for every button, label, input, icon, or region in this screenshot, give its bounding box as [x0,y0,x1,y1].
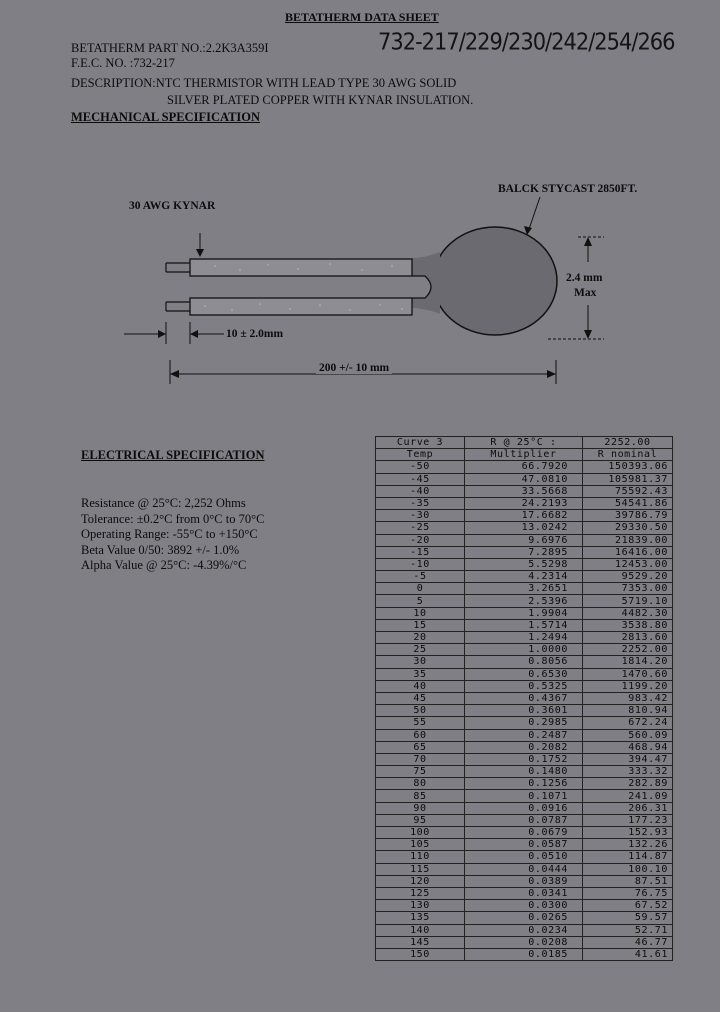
cell-rnominal: 41.61 [583,948,673,960]
r25-value: 2252.00 [583,437,673,449]
r25-label: R @ 25°C : [465,437,583,449]
spec-operating-range: Operating Range: -55°C to +150°C [81,527,258,541]
table-row [376,912,673,924]
table-row [376,473,673,485]
cell-rnominal: 2252.00 [583,644,673,656]
cell-rnominal: 241.09 [583,790,673,802]
cell-rnominal: 76.75 [583,887,673,899]
table-row [376,485,673,497]
sheet-title: BETATHERM DATA SHEET [285,10,439,24]
strip-arrow-left [158,330,166,338]
cell-temp: 95 [376,814,465,826]
table-row [376,814,673,826]
cell-multiplier: 1.2494 [465,632,583,644]
table-row [376,680,673,692]
table-row [376,936,673,948]
cell-temp: 55 [376,717,465,729]
cell-multiplier: 7.2895 [465,546,583,558]
curve-label: Curve 3 [376,437,465,449]
cell-rnominal: 7353.00 [583,583,673,595]
cell-rnominal: 5719.10 [583,595,673,607]
cell-rnominal: 75592.43 [583,485,673,497]
cell-multiplier: 0.0234 [465,924,583,936]
cell-temp: 145 [376,936,465,948]
table-row [376,571,673,583]
header-row [376,449,673,461]
cell-temp: 90 [376,802,465,814]
strip-arrow-right [190,330,198,338]
cell-temp: 65 [376,741,465,753]
cell-rnominal: 114.87 [583,851,673,863]
table-row [376,534,673,546]
cell-rnominal: 333.32 [583,766,673,778]
description-line-2: SILVER PLATED COPPER WITH KYNAR INSULATION. [167,93,474,107]
wire-label-arrow [196,249,204,257]
cell-multiplier: 66.7920 [465,461,583,473]
spec-resistance: Resistance @ 25°C: 2,252 Ohms [81,496,246,510]
cell-rnominal: 672.24 [583,717,673,729]
upper-lead-insulation [190,259,412,276]
table-row [376,558,673,570]
table-row [376,607,673,619]
cell-temp: 140 [376,924,465,936]
cell-rnominal: 9529.20 [583,571,673,583]
cell-rnominal: 983.42 [583,692,673,704]
cell-multiplier: 0.0265 [465,912,583,924]
cell-multiplier: 0.1480 [465,766,583,778]
cell-rnominal: 152.93 [583,827,673,839]
cell-temp: 85 [376,790,465,802]
table-row [376,729,673,741]
cell-multiplier: 9.6976 [465,534,583,546]
cell-temp: 45 [376,692,465,704]
cell-rnominal: 54541.86 [583,497,673,509]
mechanical-heading: MECHANICAL SPECIFICATION [71,110,261,124]
cell-temp: 5 [376,595,465,607]
cell-rnominal: 105981.37 [583,473,673,485]
table-row [376,778,673,790]
cell-rnominal: 132.26 [583,839,673,851]
table-row [376,790,673,802]
thermistor-drawing [0,0,720,400]
table-row [376,595,673,607]
table-row [376,766,673,778]
table-row [376,497,673,509]
table-row [376,863,673,875]
cell-multiplier: 0.0587 [465,839,583,851]
cell-multiplier: 0.1752 [465,753,583,765]
col-multiplier-header: Multiplier [465,449,583,461]
cell-multiplier: 0.1071 [465,790,583,802]
cell-multiplier: 33.5668 [465,485,583,497]
resistance-table-body [376,437,673,961]
cell-multiplier: 0.0208 [465,936,583,948]
table-row [376,753,673,765]
cell-multiplier: 0.0679 [465,827,583,839]
cell-rnominal: 3538.80 [583,619,673,631]
cell-rnominal: 12453.00 [583,558,673,570]
cell-rnominal: 16416.00 [583,546,673,558]
cell-multiplier: 0.0389 [465,875,583,887]
cell-temp: -20 [376,534,465,546]
lower-lead-insulation [190,298,412,315]
cell-multiplier: 3.2651 [465,583,583,595]
coating-label: BALCK STYCAST 2850FT. [498,183,638,195]
cell-multiplier: 0.2985 [465,717,583,729]
length-arrow-left [170,370,179,378]
table-row [376,717,673,729]
cell-rnominal: 1470.60 [583,668,673,680]
table-row [376,802,673,814]
cell-rnominal: 468.94 [583,741,673,753]
cell-multiplier: 0.1256 [465,778,583,790]
cell-temp: -25 [376,522,465,534]
table-row [376,948,673,960]
cell-multiplier: 17.6682 [465,510,583,522]
cell-temp: -45 [376,473,465,485]
table-row [376,741,673,753]
cell-multiplier: 0.0510 [465,851,583,863]
table-row [376,583,673,595]
cell-multiplier: 0.0787 [465,814,583,826]
cell-temp: -10 [376,558,465,570]
cell-multiplier: 0.0300 [465,900,583,912]
cell-rnominal: 282.89 [583,778,673,790]
cell-rnominal: 1814.20 [583,656,673,668]
cell-rnominal: 52.71 [583,924,673,936]
table-row [376,851,673,863]
table-row [376,510,673,522]
length-arrow-right [547,370,556,378]
cell-temp: -30 [376,510,465,522]
spec-beta-value: Beta Value 0/50: 3892 +/- 1.0% [81,542,240,557]
cell-rnominal: 100.10 [583,863,673,875]
cell-temp: -5 [376,571,465,583]
wire-label: 30 AWG KYNAR [129,200,216,212]
table-row [376,839,673,851]
cell-rnominal: 4482.30 [583,607,673,619]
cell-temp: 135 [376,912,465,924]
table-row [376,875,673,887]
cell-temp: 50 [376,705,465,717]
cell-multiplier: 1.9904 [465,607,583,619]
cell-rnominal: 59.57 [583,912,673,924]
cell-temp: -40 [376,485,465,497]
col-rnominal-header: R nominal [583,449,673,461]
cell-multiplier: 47.0810 [465,473,583,485]
cell-multiplier: 0.8056 [465,656,583,668]
table-row [376,668,673,680]
cell-multiplier: 1.5714 [465,619,583,631]
cell-rnominal: 29330.50 [583,522,673,534]
cell-rnominal: 206.31 [583,802,673,814]
cell-rnominal: 1199.20 [583,680,673,692]
cell-rnominal: 177.23 [583,814,673,826]
length-dimension: 200 +/- 10 mm [316,362,392,374]
cell-multiplier: 2.5396 [465,595,583,607]
cell-multiplier: 13.0242 [465,522,583,534]
table-row [376,632,673,644]
curve-row [376,437,673,449]
cell-rnominal: 87.51 [583,875,673,887]
cell-multiplier: 0.3601 [465,705,583,717]
cell-temp: 25 [376,644,465,656]
cell-multiplier: 1.0000 [465,644,583,656]
height-arrow-bottom [584,330,592,339]
cell-rnominal: 46.77 [583,936,673,948]
spec-alpha-value: Alpha Value @ 25°C: -4.39%/°C [81,558,247,572]
cell-multiplier: 0.0444 [465,863,583,875]
cell-temp: 75 [376,766,465,778]
cell-temp: 110 [376,851,465,863]
height-dimension: 2.4 mm [566,272,603,284]
height-dimension-note: Max [574,287,597,299]
cell-temp: 115 [376,863,465,875]
thermistor-bead [433,227,557,335]
table-row [376,656,673,668]
cell-temp: 35 [376,668,465,680]
cell-temp: 130 [376,900,465,912]
cell-rnominal: 21839.00 [583,534,673,546]
cell-rnominal: 810.94 [583,705,673,717]
col-temp-header: Temp [376,449,465,461]
cell-temp: 80 [376,778,465,790]
cell-multiplier: 24.2193 [465,497,583,509]
cell-temp: 20 [376,632,465,644]
electrical-spec-list [81,496,264,574]
height-arrow-top [584,237,592,246]
cell-temp: 70 [376,753,465,765]
cell-rnominal: 394.47 [583,753,673,765]
electrical-heading: ELECTRICAL SPECIFICATION [81,448,265,462]
table-row [376,887,673,899]
cell-temp: 30 [376,656,465,668]
fec-number: F.E.C. NO. :732-217 [71,56,175,70]
coating-label-leader [528,197,540,232]
cell-multiplier: 0.6530 [465,668,583,680]
part-number: BETATHERM PART NO.:2.2K3A359I [71,41,269,55]
description-line-1: DESCRIPTION:NTC THERMISTOR WITH LEAD TYPE 30 AWG SOLID [71,76,457,90]
cell-rnominal: 39786.79 [583,510,673,522]
table-row [376,705,673,717]
cell-rnominal: 560.09 [583,729,673,741]
cell-temp: -50 [376,461,465,473]
cell-multiplier: 0.0916 [465,802,583,814]
table-row [376,644,673,656]
cell-multiplier: 5.5298 [465,558,583,570]
cell-temp: 15 [376,619,465,631]
lead-loop [412,276,431,298]
cell-temp: 60 [376,729,465,741]
cell-rnominal: 67.52 [583,900,673,912]
cell-temp: 0 [376,583,465,595]
cell-temp: 125 [376,887,465,899]
cell-temp: -35 [376,497,465,509]
cell-multiplier: 0.5325 [465,680,583,692]
cell-temp: 10 [376,607,465,619]
table-row [376,522,673,534]
cell-temp: 40 [376,680,465,692]
table-row [376,461,673,473]
table-row [376,546,673,558]
cell-temp: 150 [376,948,465,960]
table-row [376,619,673,631]
cell-temp: -15 [376,546,465,558]
cell-temp: 120 [376,875,465,887]
cell-temp: 105 [376,839,465,851]
cell-multiplier: 0.2487 [465,729,583,741]
table-row [376,692,673,704]
cell-temp: 100 [376,827,465,839]
cell-multiplier: 0.0185 [465,948,583,960]
table-row [376,827,673,839]
cell-multiplier: 0.2082 [465,741,583,753]
cell-rnominal: 2813.60 [583,632,673,644]
table-row [376,900,673,912]
cell-multiplier: 4.2314 [465,571,583,583]
cell-multiplier: 0.4367 [465,692,583,704]
handwritten-part-codes: 732-217/229/230/242/254/266 [378,28,675,55]
table-row [376,924,673,936]
cell-rnominal: 150393.06 [583,461,673,473]
resistance-table [375,436,673,961]
spec-tolerance: Tolerance: ±0.2°C from 0°C to 70°C [81,511,265,526]
strip-dimension: 10 ± 2.0mm [226,328,284,340]
cell-multiplier: 0.0341 [465,887,583,899]
